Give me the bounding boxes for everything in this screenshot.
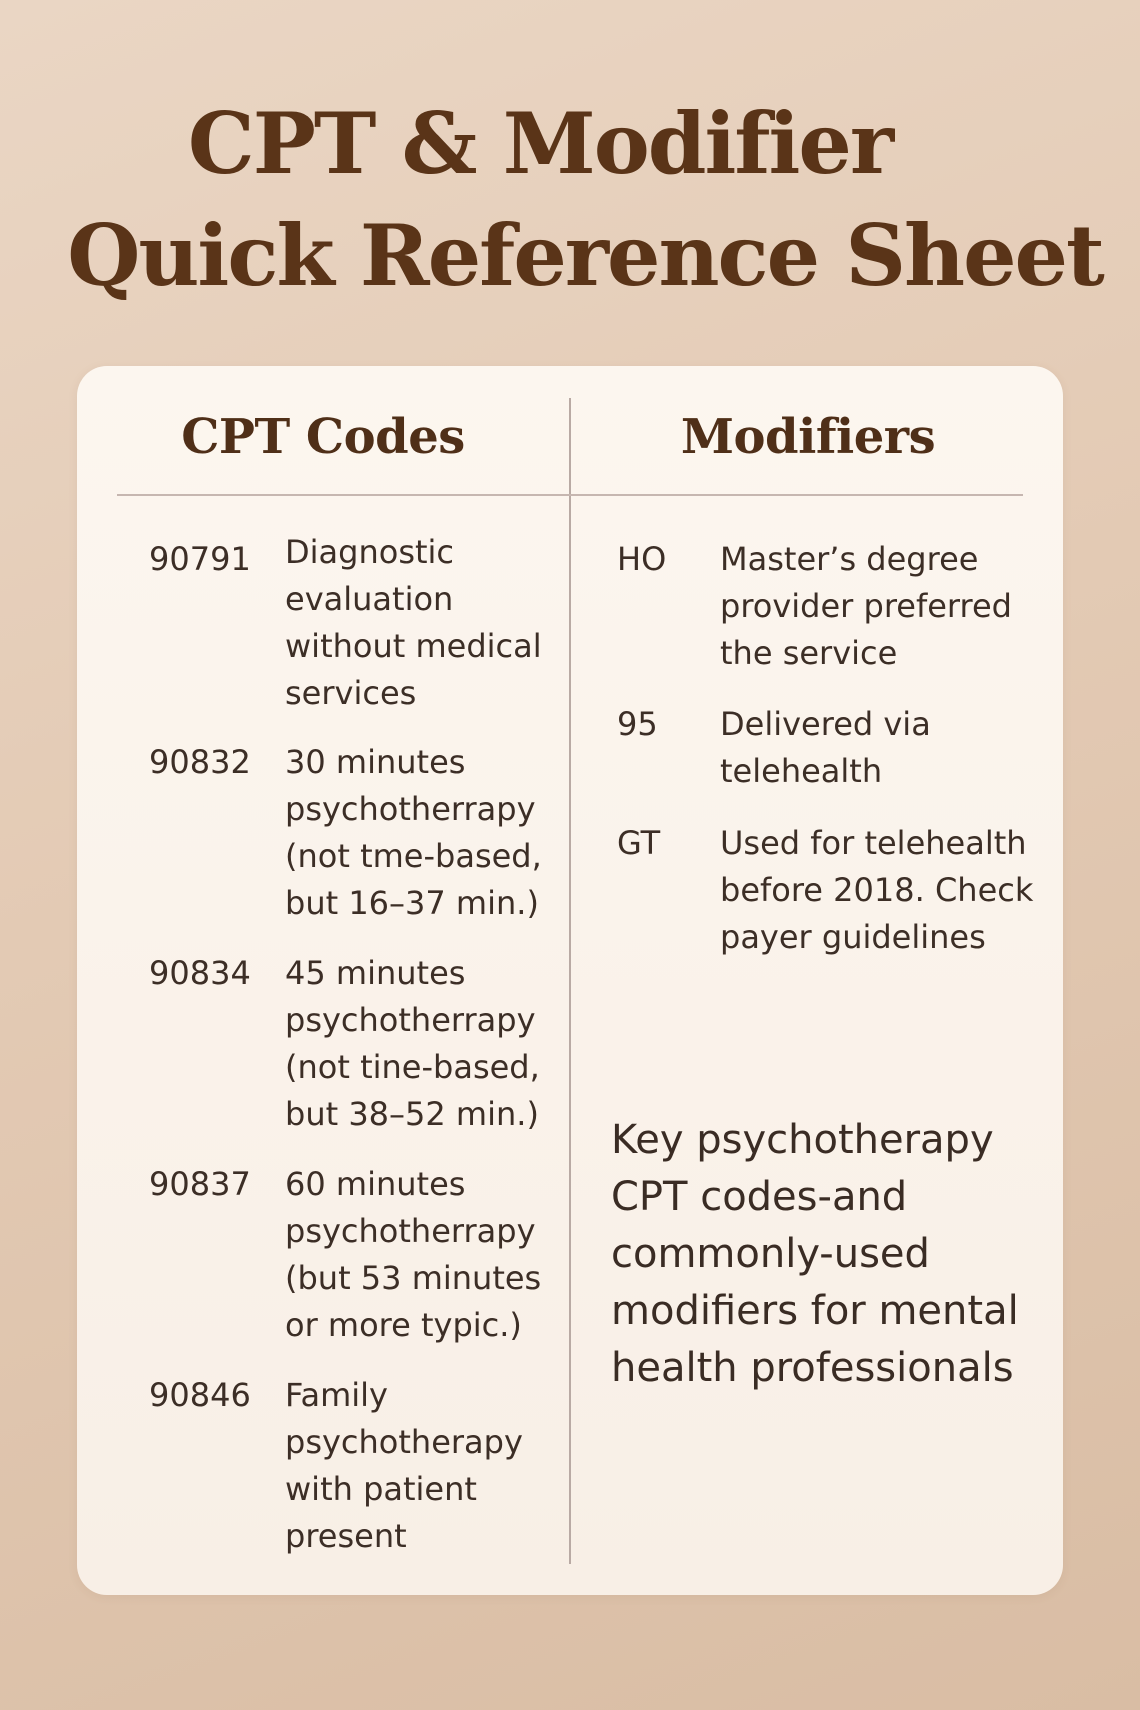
title-line-1: CPT & Modifier (187, 94, 893, 193)
cpt-description-90837: 60 minutes psychotherrapy (but 53 minutes or more typic.) (285, 1165, 542, 1344)
modifier-description-95: Delivered via telehealth (720, 705, 931, 790)
cpt-description-90791: Diagnostic evaluation without medical services (285, 533, 542, 712)
cpt-description-90834: 45 minutes psychotherrapy (not tine-based, but 38–52 min.) (285, 954, 540, 1133)
summary-text: Key psychotherapy CPT codes-and commonly-used modifiers for mental health professionals (611, 1117, 1019, 1391)
header-divider (117, 494, 1023, 496)
cpt-code-90834: 90834 (149, 954, 251, 992)
reference-card (77, 366, 1063, 1595)
modifier-code-95: 95 (617, 705, 658, 743)
modifier-code-gt: GT (617, 824, 661, 862)
title-line-2: Quick Reference Sheet (67, 206, 1103, 305)
modifier-code-ho: HO (617, 540, 667, 578)
page-title (0, 88, 1140, 312)
modifier-description-gt: Used for telehealth before 2018. Check payer guidelines (720, 824, 1034, 956)
cpt-description-90832: 30 minutes psychotherrapy (not tme-based, but 16–37 min.) (285, 743, 542, 922)
cpt-code-90837: 90837 (149, 1165, 251, 1203)
column-divider (569, 398, 571, 1564)
modifier-description-ho: Master’s degree provider preferred the service (720, 540, 1012, 672)
cpt-code-90832: 90832 (149, 743, 251, 781)
cpt-code-90846: 90846 (149, 1376, 251, 1414)
cpt-code-90791: 90791 (149, 540, 251, 578)
modifiers-heading: Modifiers (680, 409, 936, 465)
cpt-description-90846: Family psychotherapy with patient present (285, 1376, 523, 1555)
cpt-codes-heading: CPT Codes (181, 409, 465, 465)
